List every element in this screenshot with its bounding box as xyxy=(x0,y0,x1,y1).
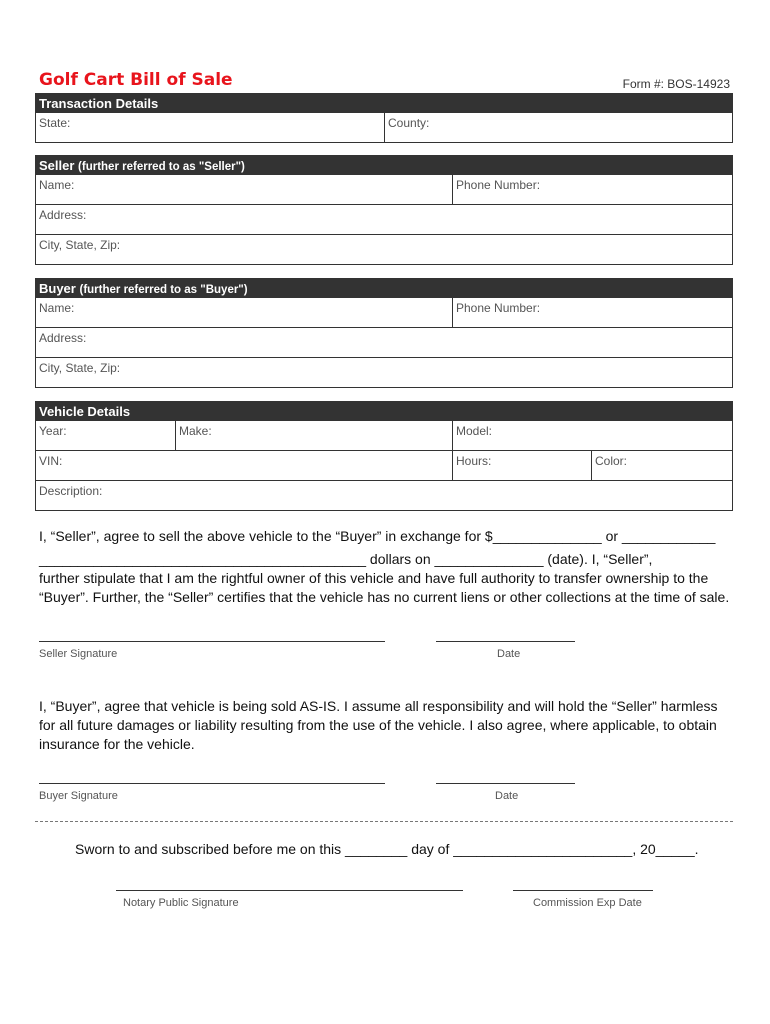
vehicle-heading: Vehicle Details xyxy=(36,402,732,421)
seller-statement-line-3: further stipulate that I am the rightful owner of this vehicle and have full authority to transfer ownership to the xyxy=(39,570,709,586)
county-label: County: xyxy=(388,116,430,130)
make-field[interactable] xyxy=(175,421,452,450)
seller-phone-label: Phone Number: xyxy=(456,178,541,192)
description-label: Description: xyxy=(39,484,103,498)
buyer-section xyxy=(35,278,733,388)
buyer-statement-line-1: I, “Buyer”, agree that vehicle is being sold AS-IS. I assume all responsibility and will hold the “Seller” harmless xyxy=(39,698,718,714)
form-title: Golf Cart Bill of Sale xyxy=(39,70,233,90)
buyer-phone-label: Phone Number: xyxy=(456,301,541,315)
make-label: Make: xyxy=(179,424,212,438)
buyer-statement xyxy=(39,697,734,754)
vehicle-section xyxy=(35,401,733,511)
buyer-heading-sub: (further referred to as "Buyer") xyxy=(79,284,248,296)
seller-heading-title: Seller xyxy=(39,158,75,173)
buyer-date-line[interactable] xyxy=(436,783,575,784)
seller-date-label: Date xyxy=(497,648,521,660)
seller-statement-line-1: I, “Seller”, agree to sell the above vehicle to the “Buyer” in exchange for $______________ or ____________ xyxy=(39,528,716,544)
notary-sworn-text: Sworn to and subscribed before me on this ________ day of _______________________, 20_____. xyxy=(75,841,699,857)
seller-date-line[interactable] xyxy=(436,641,575,642)
hours-field[interactable] xyxy=(452,451,591,480)
vin-label: VIN: xyxy=(39,454,63,468)
buyer-signature-label: Buyer Signature xyxy=(39,790,118,802)
seller-address-label: Address: xyxy=(39,208,87,222)
buyer-statement-line-3: insurance for the vehicle. xyxy=(39,736,195,752)
model-field[interactable] xyxy=(452,421,732,450)
buyer-heading xyxy=(36,279,732,298)
buyer-address-label: Address: xyxy=(39,331,87,345)
seller-statement xyxy=(39,527,734,607)
commission-exp-label: Commission Exp Date xyxy=(533,897,642,909)
county-field[interactable] xyxy=(384,113,732,142)
seller-address-field[interactable] xyxy=(36,205,732,234)
transaction-section xyxy=(35,93,733,143)
buyer-signature-line[interactable] xyxy=(39,783,385,784)
seller-name-field[interactable] xyxy=(36,175,452,204)
state-field[interactable] xyxy=(36,113,384,142)
notary-signature-label: Notary Public Signature xyxy=(123,897,239,909)
buyer-name-label: Name: xyxy=(39,301,75,315)
buyer-statement-line-2: for all future damages or liability resulting from the use of the vehicle. I also agree, where applicable, to obtain xyxy=(39,717,717,733)
description-field[interactable] xyxy=(36,481,732,510)
seller-signature-line[interactable] xyxy=(39,641,385,642)
notary-signature-line[interactable] xyxy=(116,890,463,891)
buyer-city-field[interactable] xyxy=(36,358,732,387)
form-number: Form #: BOS-14923 xyxy=(622,77,730,91)
seller-statement-line-4: “Buyer”. Further, the “Seller” certifies that the vehicle has no current liens or other collections at the time of sale. xyxy=(39,589,730,605)
buyer-address-field[interactable] xyxy=(36,328,732,357)
commission-date-line[interactable] xyxy=(513,890,653,891)
buyer-date-label: Date xyxy=(495,790,519,802)
notary-divider xyxy=(35,821,733,822)
buyer-name-field[interactable] xyxy=(36,298,452,327)
year-label: Year: xyxy=(39,424,67,438)
seller-phone-field[interactable] xyxy=(452,175,732,204)
buyer-heading-title: Buyer xyxy=(39,281,76,296)
color-label: Color: xyxy=(595,454,628,468)
buyer-phone-field[interactable] xyxy=(452,298,732,327)
vin-field[interactable] xyxy=(36,451,452,480)
model-label: Model: xyxy=(456,424,493,438)
seller-statement-line-2: __________________________________________ dollars on ______________ (date). I, “Seller”, xyxy=(39,551,653,567)
buyer-city-label: City, State, Zip: xyxy=(39,361,121,375)
seller-name-label: Name: xyxy=(39,178,75,192)
seller-city-label: City, State, Zip: xyxy=(39,238,121,252)
seller-signature-label: Seller Signature xyxy=(39,648,118,660)
state-label: State: xyxy=(39,116,71,130)
seller-heading xyxy=(36,156,732,175)
color-field[interactable] xyxy=(591,451,732,480)
seller-city-field[interactable] xyxy=(36,235,732,264)
hours-label: Hours: xyxy=(456,454,492,468)
transaction-heading: Transaction Details xyxy=(36,94,732,113)
seller-section xyxy=(35,155,733,265)
seller-heading-sub: (further referred to as "Seller") xyxy=(78,161,245,173)
year-field[interactable] xyxy=(36,421,175,450)
